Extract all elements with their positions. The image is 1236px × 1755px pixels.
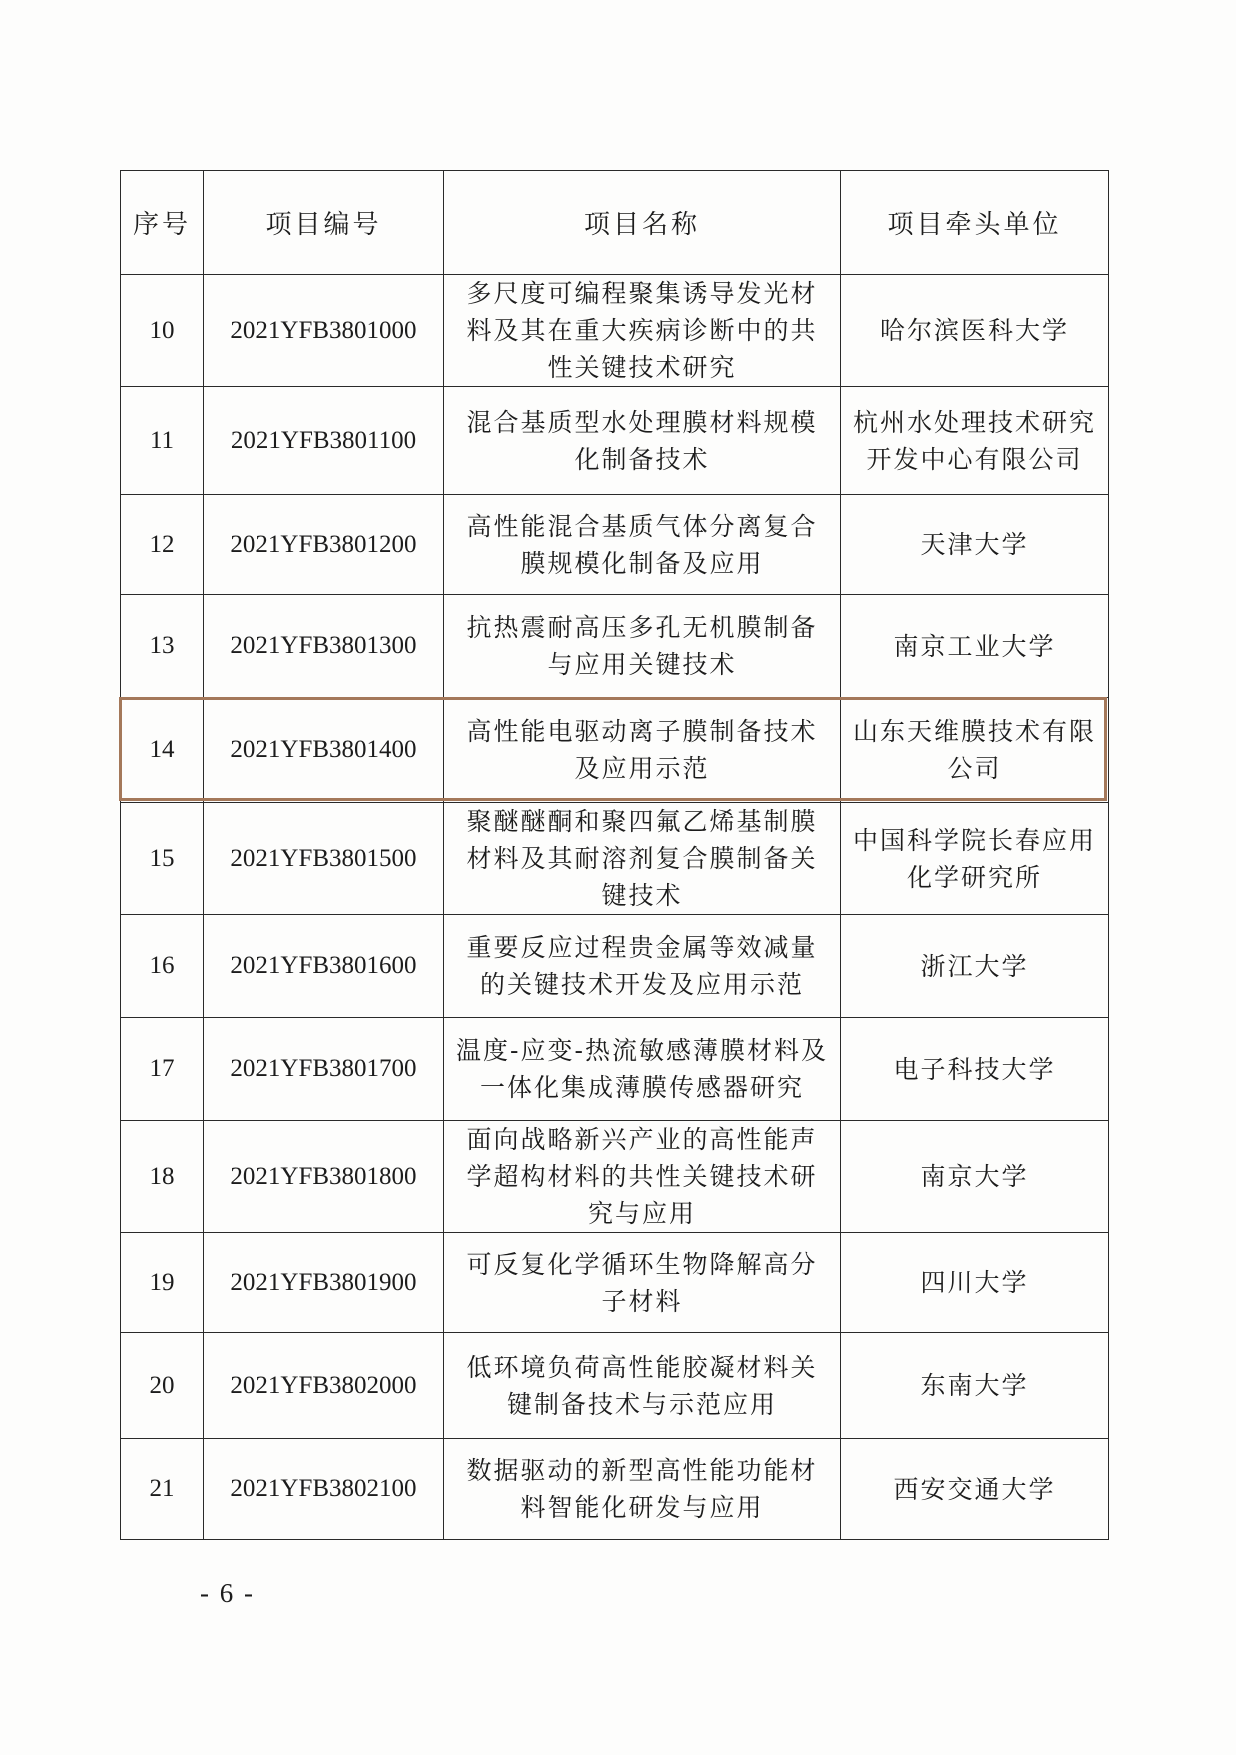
row-code: 2021YFB3802100 [204, 1439, 444, 1540]
row-name: 可反复化学循环生物降解高分子材料 [444, 1233, 841, 1333]
table-row [121, 495, 1109, 595]
row-seq: 17 [121, 1018, 204, 1121]
row-code: 2021YFB3801300 [204, 595, 444, 698]
row-org: 西安交通大学 [841, 1439, 1109, 1540]
row-org: 电子科技大学 [841, 1018, 1109, 1121]
row-seq: 16 [121, 915, 204, 1018]
row-seq: 21 [121, 1439, 204, 1540]
table-row [121, 387, 1109, 495]
row-code: 2021YFB3801100 [204, 387, 444, 495]
row-seq: 10 [121, 275, 204, 387]
row-name: 高性能电驱动离子膜制备技术及应用示范 [444, 698, 841, 803]
row-org: 东南大学 [841, 1333, 1109, 1439]
page-number: - 6 - [200, 1578, 255, 1608]
table-row [121, 1233, 1109, 1333]
table-row [121, 1121, 1109, 1233]
row-name: 数据驱动的新型高性能功能材料智能化研发与应用 [444, 1439, 841, 1540]
row-org: 哈尔滨医科大学 [841, 275, 1109, 387]
table-row [121, 1439, 1109, 1540]
row-seq: 12 [121, 495, 204, 595]
row-org: 南京工业大学 [841, 595, 1109, 698]
table-row [121, 1333, 1109, 1439]
table-row [121, 595, 1109, 698]
table-row [121, 803, 1109, 915]
row-seq: 13 [121, 595, 204, 698]
row-name: 面向战略新兴产业的高性能声学超构材料的共性关键技术研究与应用 [444, 1121, 841, 1233]
row-code: 2021YFB3801200 [204, 495, 444, 595]
header-seq: 序号 [121, 171, 204, 275]
table-row [121, 275, 1109, 387]
row-name: 温度-应变-热流敏感薄膜材料及一体化集成薄膜传感器研究 [444, 1018, 841, 1121]
table-row [121, 1018, 1109, 1121]
row-seq: 15 [121, 803, 204, 915]
header-name: 项目名称 [444, 171, 841, 275]
row-org: 天津大学 [841, 495, 1109, 595]
row-seq: 14 [121, 698, 204, 803]
row-name: 聚醚醚酮和聚四氟乙烯基制膜材料及其耐溶剂复合膜制备关键技术 [444, 803, 841, 915]
row-seq: 11 [121, 387, 204, 495]
row-org: 南京大学 [841, 1121, 1109, 1233]
row-name: 多尺度可编程聚集诱导发光材料及其在重大疾病诊断中的共性关键技术研究 [444, 275, 841, 387]
row-name: 低环境负荷高性能胶凝材料关键制备技术与示范应用 [444, 1333, 841, 1439]
row-code: 2021YFB3801500 [204, 803, 444, 915]
row-code: 2021YFB3801900 [204, 1233, 444, 1333]
row-code: 2021YFB3801800 [204, 1121, 444, 1233]
row-name: 混合基质型水处理膜材料规模化制备技术 [444, 387, 841, 495]
row-org: 浙江大学 [841, 915, 1109, 1018]
row-org: 杭州水处理技术研究开发中心有限公司 [841, 387, 1109, 495]
row-org: 四川大学 [841, 1233, 1109, 1333]
row-name: 抗热震耐高压多孔无机膜制备与应用关键技术 [444, 595, 841, 698]
row-org: 山东天维膜技术有限公司 [841, 698, 1109, 803]
project-table [120, 170, 1109, 1540]
table-row [121, 915, 1109, 1018]
row-code: 2021YFB3801000 [204, 275, 444, 387]
row-seq: 20 [121, 1333, 204, 1439]
row-seq: 19 [121, 1233, 204, 1333]
row-code: 2021YFB3801400 [204, 698, 444, 803]
row-name: 重要反应过程贵金属等效减量的关键技术开发及应用示范 [444, 915, 841, 1018]
header-code: 项目编号 [204, 171, 444, 275]
row-org: 中国科学院长春应用化学研究所 [841, 803, 1109, 915]
table-header-row [121, 171, 1109, 275]
row-code: 2021YFB3801600 [204, 915, 444, 1018]
table-row-highlighted [121, 698, 1109, 803]
header-org: 项目牵头单位 [841, 171, 1109, 275]
row-code: 2021YFB3801700 [204, 1018, 444, 1121]
row-seq: 18 [121, 1121, 204, 1233]
row-code: 2021YFB3802000 [204, 1333, 444, 1439]
row-name: 高性能混合基质气体分离复合膜规模化制备及应用 [444, 495, 841, 595]
